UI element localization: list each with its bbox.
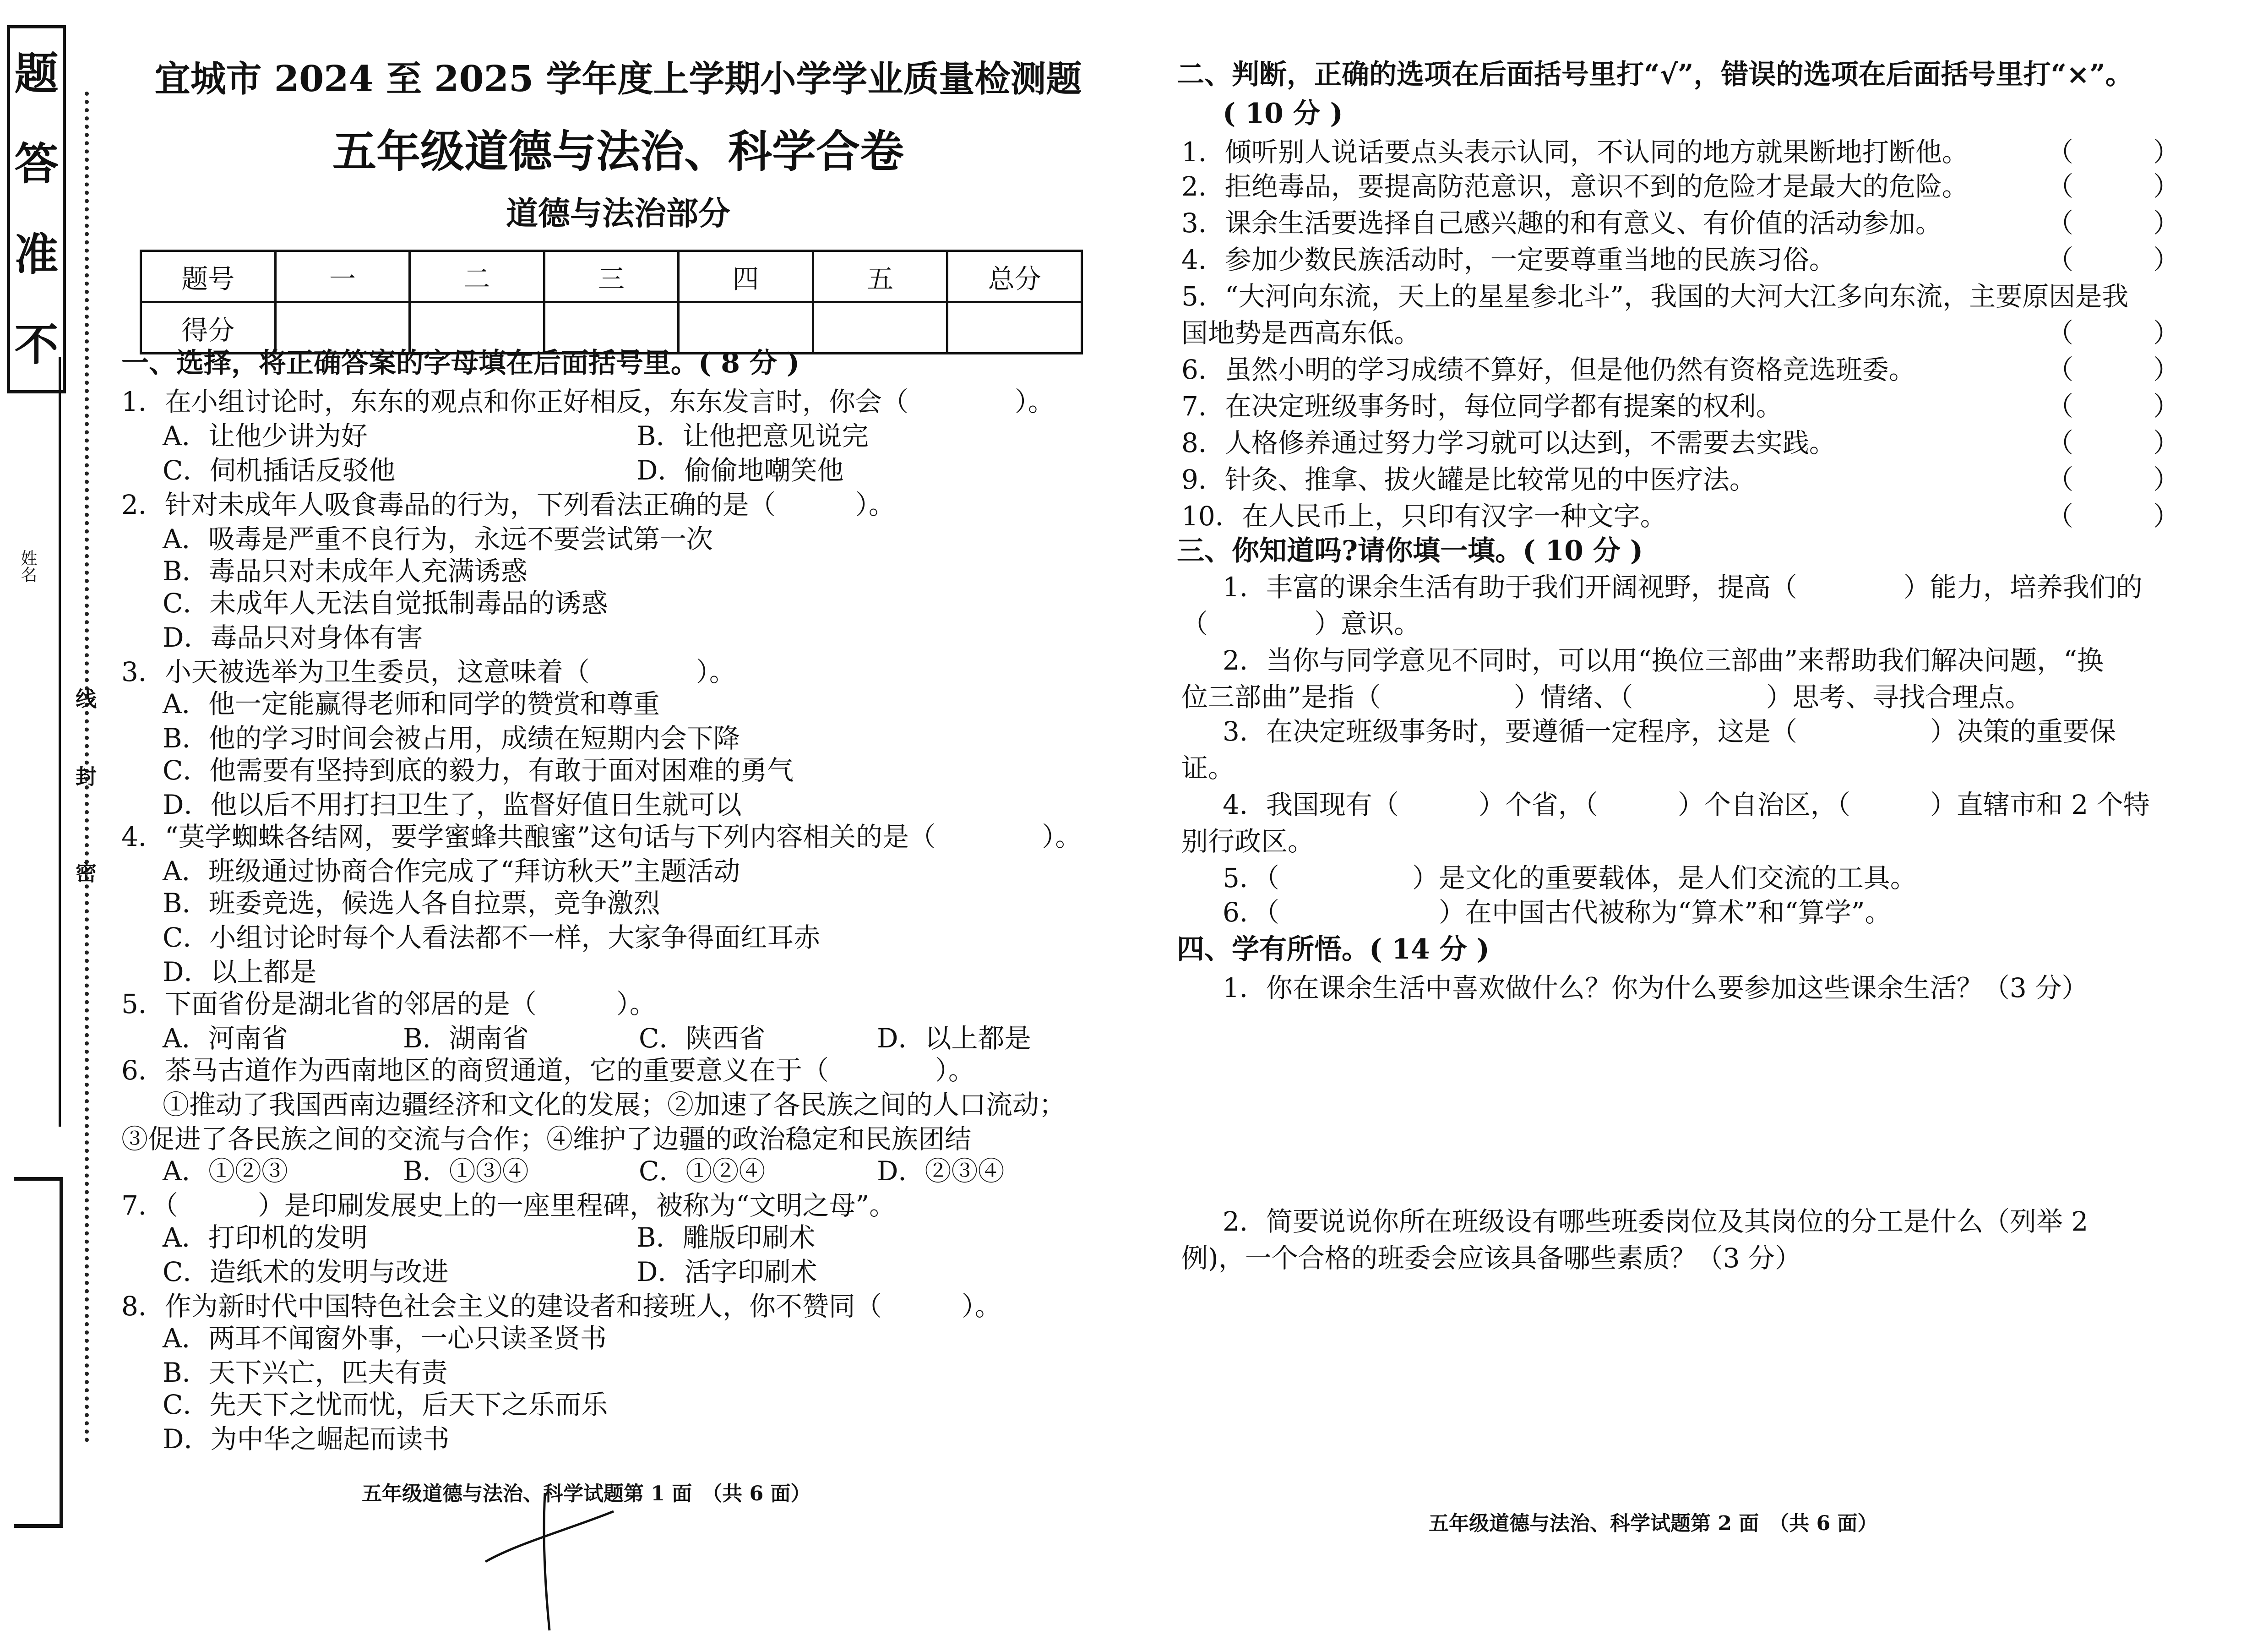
answer-paren[interactable]: （ ） [2047,501,2180,532]
left-page [0,0,1131,1630]
option: D．毒品只对身体有害 [163,622,423,653]
question-line: 4．“莫学蜘蛛各结网，要学蜜蜂共酿蜜”这句话与下列内容相关的是（ ）。 [121,821,1082,852]
option: D．他以后不用打扫卫生了，监督好值日生就可以 [163,789,742,820]
exam-subtitle: 五年级道德与法治、科学合卷 [332,125,904,177]
option: B．他的学习时间会被占用，成绩在短期内会下降 [163,723,740,754]
score-header-row [141,251,1082,302]
score-input-cell[interactable] [947,302,1082,354]
question-line: ③促进了各民族之间的交流与合作；④维护了边疆的政治稳定和民族团结 [121,1123,972,1155]
option: A．河南省 [163,1023,288,1054]
option: C．伺机插话反驳他 [163,455,396,486]
answer-paren[interactable]: （ ） [2047,391,2180,422]
option: C．先天下之忧而忧，后天下之乐而乐 [163,1389,608,1420]
option: B．班委竞选，候选人各自拉票，竞争激烈 [163,888,660,919]
option: D．偷偷地嘲笑他 [636,455,844,486]
judge-item: 10．在人民币上，只印有汉字一种文字。 [1181,501,1667,532]
judge-item: 9．针灸、推拿、拔火罐是比较常见的中医疗法。 [1181,464,1756,495]
option: B．让他把意见说完 [636,420,869,452]
option: C．造纸术的发明与改进 [163,1256,449,1287]
fill-line: 别行政区。 [1181,826,1315,857]
judge-item: 3．课余生活要选择自己感兴趣的和有意义、有价值的活动参加。 [1181,207,1942,239]
margin-char: 题 [14,47,59,99]
option: A．让他少讲为好 [163,420,368,452]
answer-paren[interactable]: （ ） [2047,317,2180,349]
seal-char-line: 线 [76,687,97,711]
option: D．②③④ [877,1155,1005,1187]
question-line: 8．作为新时代中国特色社会主义的建设者和接班人，你不赞同（ ）。 [121,1291,1001,1322]
option: D．以上都是 [877,1023,1031,1054]
binding-margin-box [7,25,66,393]
option: B．毒品只对未成年人充满诱惑 [163,556,528,587]
part3-heading: 三、你知道吗?请你填一填。( 10 分 ) [1177,535,1643,567]
score-cell: 四 [679,251,813,302]
option: C．小组讨论时每个人看法都不一样，大家争得面红耳赤 [163,922,821,953]
fill-line: 1．丰富的课余生活有助于我们开阔视野，提高（ ）能力，培养我们的 [1223,572,2143,603]
essay-question-2: 2．简要说说你所在班级设有哪些班委岗位及其岗位的分工是什么（列举 2 [1223,1206,2089,1237]
part2-points: ( 10 分 ) [1223,98,1343,130]
option: D．为中华之崛起而读书 [163,1423,450,1455]
option: A．打印机的发明 [163,1222,368,1253]
score-cell: 五 [813,251,947,302]
binding-bracket [14,1177,63,1528]
judge-item: 5．“大河向东流，天上的星星参北斗”，我国的大河大江多向东流，主要原因是我 [1181,281,2129,312]
fill-line: 3．在决定班级事务时，要遵循一定程序，这是（ ）决策的重要保 [1223,716,2116,747]
question-line: ①推动了我国西南边疆经济和文化的发展；②加速了各民族之间的人口流动； [163,1089,1066,1120]
option: A．他一定能赢得老师和同学的赞赏和尊重 [163,688,660,719]
answer-paren[interactable]: （ ） [2047,207,2180,239]
margin-char: 答 [14,138,59,190]
essay-question-1: 1．你在课余生活中喜欢做什么？你为什么要参加这些课余生活？（3 分） [1223,972,2089,1003]
score-cell: 二 [410,251,544,302]
essay-question-2-cont: 例)，一个合格的班委会应该具备哪些素质？（3 分） [1181,1243,1801,1274]
option: C．他需要有坚持到底的毅力，有敢于面对困难的勇气 [163,755,794,786]
seal-char-secret: 密 [76,861,97,885]
option: B．雕版印刷术 [636,1222,816,1253]
judge-item: 1．倾听别人说话要点头表示认同，不认同的地方就果断地打断他。 [1181,136,1969,168]
fill-line: 证。 [1181,752,1235,784]
option: C．未成年人无法自觉抵制毒品的诱惑 [163,588,608,619]
option: A．吸毒是严重不良行为，永远不要尝试第一次 [163,523,713,555]
section-title: 道德与法治部分 [506,194,730,232]
fill-line: 2．当你与同学意见不同时，可以用“换位三部曲”来帮助我们解决问题，“换 [1223,645,2104,676]
fill-line: 4．我国现有（ ）个省，（ ）个自治区，（ ）直辖市和 2 个特 [1223,789,2150,820]
option: B．天下兴亡，匹夫有责 [163,1357,448,1388]
option: A．两耳不闻窗外事，一心只读圣贤书 [163,1323,607,1354]
option: B．湖南省 [403,1023,529,1054]
score-input-cell[interactable] [813,302,947,354]
question-line: 7．（ ）是印刷发展史上的一座里程碑，被称为“文明之母”。 [121,1190,896,1221]
exam-title: 宜城市 2024 至 2025 学年度上学期小学学业质量检测题 [154,58,1082,100]
option: C．陕西省 [639,1023,766,1054]
score-cell: 题号 [141,251,276,302]
fill-line: 位三部曲”是指（ ）情绪、（ ）思考、寻找合理点。 [1181,681,2032,713]
option: D．以上都是 [163,956,317,987]
score-cell: 总分 [947,251,1082,302]
judge-item: 8．人格修养通过努力学习就可以达到，不需要去实践。 [1181,427,1836,458]
part4-heading: 四、学有所悟。( 14 分 ) [1177,933,1490,965]
answer-paren[interactable]: （ ） [2047,427,2180,458]
answer-paren[interactable]: （ ） [2047,171,2180,202]
score-table [140,250,1083,354]
fill-line: 6．（ ）在中国古代被称为“算术”和“算学”。 [1223,897,1892,928]
margin-char: 不 [14,319,59,371]
question-line: 5．下面省份是湖北省的邻居的是（ ）。 [121,988,656,1019]
page-footer-1: 五年级道德与法治、科学试题第 1 面 （共 6 面） [362,1482,811,1505]
answer-paren[interactable]: （ ） [2047,136,2180,168]
right-page [1131,0,2268,1630]
judge-item: 4．参加少数民族活动时，一定要尊重当地的民族习俗。 [1181,244,1836,275]
judge-item: 2．拒绝毒品，要提高防范意识，意识不到的危险才是最大的危险。 [1181,171,1969,202]
handwritten-mark [476,1484,623,1635]
part1-heading: 一、选择，将正确答案的字母填在后面括号里。( 8 分 ) [121,347,800,379]
answer-paren[interactable]: （ ） [2047,244,2180,275]
name-label: 姓名 [18,550,37,583]
seal-char-seal: 封 [76,764,97,789]
judge-item: 国地势是西高东低。 [1181,317,1421,349]
answer-paren[interactable]: （ ） [2047,354,2180,385]
question-line: 1．在小组讨论时，东东的观点和你正好相反，东东发言时，你会（ ）。 [121,386,1055,417]
fill-line: 5．（ ）是文化的重要载体，是人们交流的工具。 [1223,862,1917,894]
question-line: 6．茶马古道作为西南地区的商贸通道，它的重要意义在于（ ）。 [121,1055,975,1086]
judge-item: 6．虽然小明的学习成绩不算好，但是他仍然有资格竞选班委。 [1181,354,1915,385]
margin-char: 准 [14,228,59,280]
score-cell: 三 [544,251,679,302]
question-line: 3．小天被选举为卫生委员，这意味着（ ）。 [121,656,736,687]
answer-paren[interactable]: （ ） [2047,464,2180,495]
option: B．①③④ [403,1155,529,1187]
part2-heading: 二、判断，正确的选项在后面括号里打“√”，错误的选项在后面括号里打“×”。 [1177,59,2133,91]
page-footer-2: 五年级道德与法治、科学试题第 2 面 （共 6 面） [1429,1512,1878,1535]
score-cell: 得分 [141,302,276,354]
binding-line [59,357,61,1127]
option: D．活字印刷术 [636,1256,817,1287]
option: C．①②④ [639,1155,766,1187]
option: A．①②③ [163,1155,288,1187]
option: A．班级通过协商合作完成了“拜访秋天”主题活动 [163,856,740,887]
judge-item: 7．在决定班级事务时，每位同学都有提案的权利。 [1181,391,1783,422]
question-line: 2．针对未成年人吸食毒品的行为，下列看法正确的是（ ）。 [121,489,895,520]
score-cell: 一 [275,251,410,302]
fill-line: （ ）意识。 [1181,608,1421,639]
